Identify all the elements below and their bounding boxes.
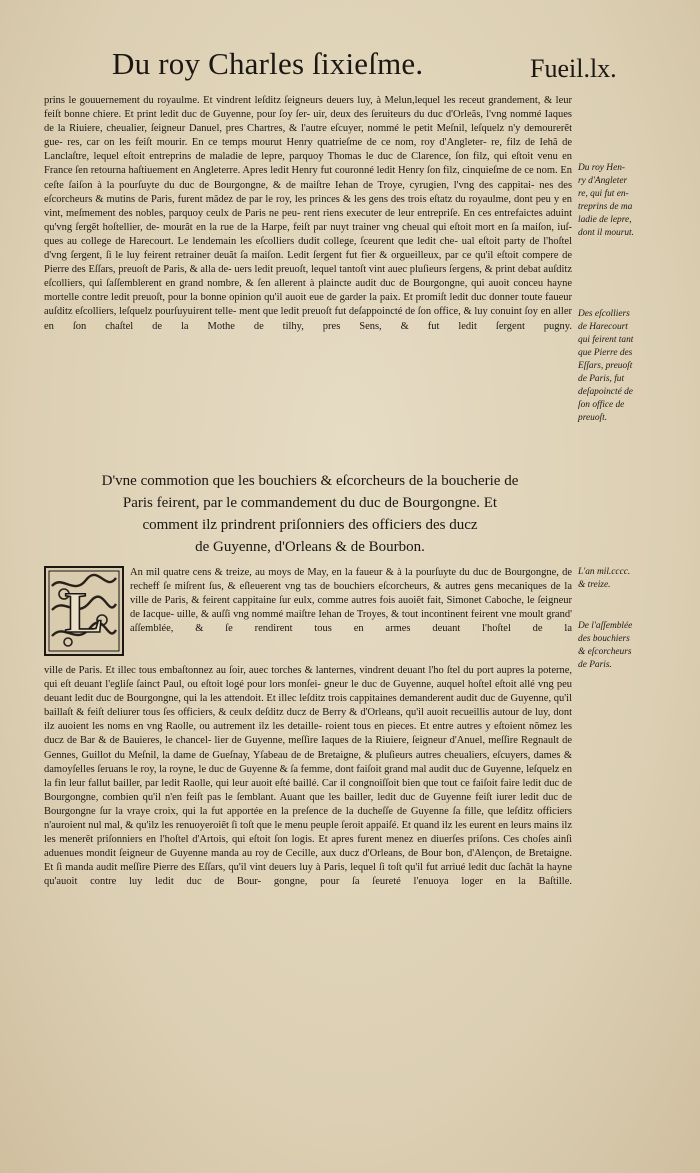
note-line: Eſſars, preuoſt bbox=[578, 361, 633, 371]
note-line: que Pierre des bbox=[578, 348, 633, 358]
text-line: An mil quatre cens & treize, au moys de May, en la faueur & à la pourſuyte du bbox=[130, 567, 470, 578]
text-line: roient tous en pieces. Et entre autres y eſtoient nõmez les ducz de Bar & de Bauieres, le chancel- bbox=[44, 721, 572, 747]
paragraph-1 bbox=[44, 94, 572, 334]
text-line: recueillis autour de luy, dont ilz auoient les noms en vng Raolle, ou autrement ilz les detaille- bbox=[44, 707, 573, 733]
text-line: qui la les attendoit. Et illec leſditz trois cappitaines demanderent audit duc de Guyenne, qu'il bbox=[183, 693, 572, 705]
note-line: & treize. bbox=[578, 580, 611, 590]
note-line: De l'aſſemblée bbox=[578, 621, 633, 631]
paragraph-2 bbox=[44, 664, 572, 890]
ornamental-initial-icon bbox=[44, 566, 124, 656]
note-line: ſon office de bbox=[578, 400, 625, 410]
margin-note-assemblee bbox=[578, 620, 672, 672]
text-line: faiſoit grand mal audit duc de Guyenne, leſquelz en la fin leur fallut bailler, par ledit Raolle, qui bbox=[44, 763, 572, 789]
text-line: bon, d'Alençon, de Bretaigne. Et ſi manda audit meſſire Pierre des Eſſars, qu'il vint deuers luy à bbox=[44, 848, 573, 874]
note-line: des bouchiers bbox=[578, 634, 630, 644]
text-line: Paris, lequel ſi toſt qu'il fut arriué ledit duc ſachãt la hayne qu'auoit contre luy ledit duc de Bour- bbox=[44, 862, 573, 888]
note-line: de Paris, fut bbox=[578, 374, 625, 384]
text-line: duc de Clarence, ſon filz, qui eſtoit venu en France ſen retourna haſtiuement en Angleterre. bbox=[44, 151, 573, 177]
text-line: la pourſuyte du duc de Bourgongne, & de maiſtre Iehan de Troye, cyrugien, l'vng des cappitai- bbox=[106, 179, 535, 191]
note-line: ladie de lepre, bbox=[578, 215, 632, 225]
text-line: ſtel du port aupres la poterne, qui eſt deuant l'egliſe ſainct Paul, ou eſtoit logé pour lors monſei- bbox=[44, 665, 573, 691]
text-line: duc de Bourgongne, de recheff ſe miſrent ſus, & eſleuerent vng tas de bouchiers bbox=[130, 567, 573, 593]
text-line: gongne, pour ſa ſeureté l'enuoya loger en la Baſtille. bbox=[273, 876, 572, 888]
note-line: re, qui fut en- bbox=[578, 189, 629, 199]
note-line: deſapoincté de bbox=[578, 387, 633, 397]
text-line: de la Mothe de tilhy, pres Sens, & fut ledit ſergent pugny. bbox=[152, 320, 572, 332]
heading-line: D'vne commotion que les bouchiers & eſcorcheurs de la boucherie de bbox=[101, 473, 519, 489]
text-line: ques au college de Harecourt. Le lendemain les eſcolliers dudit college, ſceurent que ledit che- bbox=[44, 235, 458, 247]
text-line: gneur le duc de Guyenne, auquel hoſtel eſtoit allé vng peu deuant ledit duc de Bourgongne, bbox=[44, 679, 572, 705]
heading-line: de Guyenne, d'Orleans & de Bourbon. bbox=[195, 539, 425, 555]
margin-note-year bbox=[578, 566, 672, 592]
text-line: baillaſt & feiſt deliurer tous ſes officiers, & ceulx deſditz ducz de Berry & d'Orleans, qu'il auoit bbox=[44, 707, 448, 719]
text-line: Apres ledit Henry fut couronné ledit Henry ſon filz, cinquieſme de ce nom. En ceſte ſaiſon à bbox=[44, 165, 573, 191]
text-line: prins le gouuernement du royaulme. Et vindrent leſditz ſeigneurs deuers luy, à Melun,lequel bbox=[44, 95, 441, 106]
text-line: ment que ledit preuoſt fut deſappoincté de ſon office, & luy conuint ſoy en aller en ſon chaſtel bbox=[44, 306, 573, 332]
drop-cap-letter: L bbox=[64, 580, 104, 645]
text-line: uir, deux des ſeruiteurs du duc d'Orleãs, l'vng nommé Iaques de la Riuiere, cheualier, ſeigneur bbox=[44, 109, 573, 135]
text-line: vne moult grand' aſſemblée, & ſe rendirent tous en armes deuant l'hoſtel de la bbox=[130, 609, 572, 635]
text-line: ville de Paris. Et illec tous embaſtonnez au ſoir, auec torches & lanternes, vindrent deuant l'ho bbox=[44, 665, 444, 676]
paragraph-2-opening bbox=[130, 566, 572, 636]
note-line: Du roy Hen- bbox=[578, 163, 626, 173]
note-line: L'an mil.cccc. bbox=[578, 567, 631, 577]
heading-line: Paris feirent, par le commandement du duc de Bourgongne. Et bbox=[122, 495, 498, 511]
text-line: ual eſtoit party de l'hoſtel d'vng ſergent, ſi le luy feirent retrainer deuãt ſa maiſon. Ledit ſergent bbox=[44, 235, 572, 262]
text-line: re, filz de Iehã de Lanclaſtre, lequel eſtoit entreprins de maladie de lepre, parquoy Thomas le bbox=[44, 137, 573, 163]
text-line: ſur eulx, comme autres fois auoiẽt fait, Simonet Caboche, le ſeigneur de Iacque- bbox=[130, 595, 572, 621]
folio-number: Fueil.lx. bbox=[530, 54, 617, 83]
text-line: fut fier & orgueilleux, par ce qu'il eſtoit compere de Pierre des Eſſars, preuoſt de Paris, & alla de- bbox=[44, 250, 572, 276]
margin-note-henry bbox=[578, 162, 672, 240]
text-line: aduenues mondit ſeigneur de Guyenne manda au roy de Cecille, aux ducz d'Orleans, de Bour bbox=[44, 848, 443, 860]
heading-line: comment ilz prindrent priſonniers des officiers des ducz bbox=[142, 517, 478, 533]
text-line: uers ledit preuoſt, lequel tantoſt vint auec pluſieurs ſergens, & print debat auſditz eſcolliers, qui bbox=[44, 264, 572, 290]
text-line: ſaſſemblerent en grand nombre, & ſen allerent à plaincte audit duc de Bourgongne, qui auoit bbox=[106, 278, 510, 290]
running-title: Du roy Charles ſixieſme. bbox=[112, 46, 424, 81]
note-line: treprins de ma bbox=[578, 202, 633, 212]
text-line: Guillot du Meſnil, la dame de Gueſnay, Yſabeau de de Bretaigne, & pluſieurs autres cheualiers, bbox=[81, 749, 490, 761]
text-line: les receut grandement, & leur feiſt bonne chiere. Et print ledit duc de Guyenne, pour ſoy ſer- bbox=[44, 95, 572, 121]
text-line: Danuel, pres Chartres, & l'autre eſcuyer, nommé le petit Meſnil, leſquelz n'y demourerẽt gue- bbox=[44, 123, 572, 149]
text-line: leur auoit eſté baillé. Car il congnoiſſoit bien que tout ce faiſoit faire ledit duc de Bourgongne, bbox=[44, 777, 572, 803]
text-line: lier de Guyenne, meſſire Iaques de la Riuiere, ſeigneur d'Anuel, meſſire Regnault de Gennes, bbox=[44, 735, 573, 761]
text-line: menu peuple ſeroit appaiſé. Et quand ilz les eurent en leurs mains ilz les menerẽt priſonniers en bbox=[44, 820, 573, 846]
text-line: conceu hayne mortelle contre ledit preuoſt, pour la bonne opinion qu'il auoit eue de garder la bbox=[44, 278, 573, 304]
text-line: eſtatz du royaulme, dont peu y en vint, meſmement des nobles, parquoy ceulx de Paris ne peu- bbox=[44, 193, 573, 219]
text-line: ledit duc de Bourgongne ſur la vraye croix, qui la fut apportée en la preſence de la ducheſſe de bbox=[44, 791, 573, 817]
text-line: rent riens executer de leur entrepriſe. En ces entrefaictes aduint qu'vng ſergẽt hoſtellier, de- bbox=[44, 207, 573, 233]
text-line: nes des eſcorcheurs & mutins de Paris, furent mãdez de par le roy, les princes & les gens des trois bbox=[44, 179, 573, 205]
text-line: uille, & auſſi vng nommé maiſtre Iehan de Troyes, & tout incontinent feirent bbox=[176, 609, 499, 621]
text-line: Guyenne ſa fille, que leſditz officiers n'auroient nul mal, & qu'ilz les renuoyeroiẽt ſi toſt que le bbox=[44, 805, 572, 832]
chapter-heading bbox=[50, 470, 570, 558]
note-line: & eſcorcheurs bbox=[578, 647, 632, 657]
text-line: l'hoſtel d'Artois, qui eſtoit ſon logis. Et apres furent menez en diuerſes priſons. Ces choſes ainſi bbox=[159, 834, 572, 846]
text-line: paix. Et promiſt ledit duc donner toute faueur auſditz eſcolliers, leſquelz pourſuyuirent telle- bbox=[44, 292, 572, 318]
text-line: eſcorcheurs, & autres gens mecaniques de la ville de Paris, & feirent cappitaine bbox=[130, 581, 573, 607]
note-line: preuoſt. bbox=[578, 413, 608, 423]
margin-note-escolliers bbox=[578, 308, 672, 425]
note-line: qui feirent tant bbox=[578, 335, 634, 345]
note-line: ry d'Angleter bbox=[578, 176, 628, 186]
note-line: Des eſcolliers bbox=[578, 309, 630, 319]
text-line: mourãt en la rue de la Harpe, feiſt par nuyt trainer vng cheual qui eſtoit mort en ſa maiſon, iuſ- bbox=[162, 221, 573, 233]
text-line: eſcuyers, dames & damoyſelles ſeruans le roy, la royne, le duc de Guyenne & ſa femme, dont bbox=[44, 749, 572, 775]
note-line: de Harecourt bbox=[578, 322, 628, 332]
text-line: res, car on les feiſt mourir. En ce temps mourut Henry quatrieſme de ce nom, roy d'Angleter- bbox=[67, 137, 487, 149]
text-line: combien qu'il n'en feiſt pas le ſemblant. Auant que les bailler, ledit duc de Guyenne feiſt iurer bbox=[102, 791, 517, 803]
note-line: de Paris. bbox=[578, 660, 612, 670]
note-line: dont il mourut. bbox=[578, 228, 634, 238]
